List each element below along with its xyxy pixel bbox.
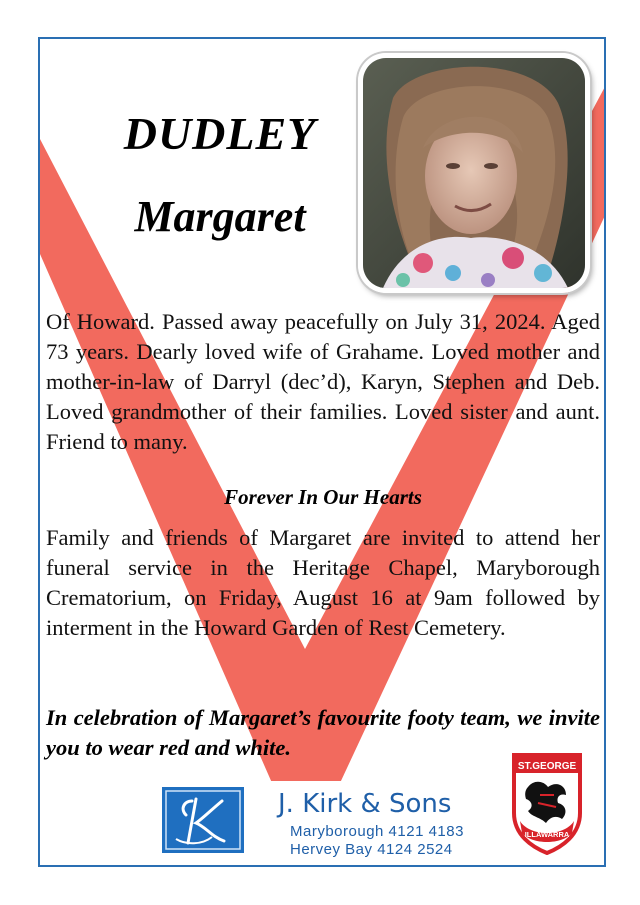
first-name-heading: Margaret: [134, 192, 306, 241]
sponsor-phone-hervey-bay: Hervey Bay 4124 2524: [290, 841, 453, 858]
surname-heading: DUDLEY: [123, 108, 317, 159]
funeral-director-advert: [156, 781, 492, 859]
celebration-text: In celebration of Margaret’s favourite footy team, we invite you to wear red and white.: [46, 705, 600, 760]
k-monogram-icon: [162, 787, 244, 853]
sponsor-name: J. Kirk & Sons: [278, 789, 452, 819]
funeral-service-text: Family and friends of Margaret are invited to attend her funeral service in the Heritage Chapel, Maryborough Crematorium, on Friday, August 16 at 9am followed by interment in the Howard Garden of Rest Cemetery.: [46, 525, 600, 640]
dragon-shield-icon: [510, 751, 584, 855]
notice-frame: [38, 37, 606, 867]
motto-text: Forever In Our Hearts: [224, 485, 422, 509]
club-top-text: ST.GEORGE: [517, 761, 577, 772]
obituary-text: Of Howard. Passed away peacefully on July 31, 2024. Aged 73 years. Dearly loved wife of Grahame. Loved mother and mother-in-law of Darryl (dec’d), Karyn, Stephen and Deb. Loved grandmother of their families. Loved sister and aunt. Friend to many.: [46, 309, 600, 454]
portrait-photo: [358, 53, 590, 293]
club-bottom-text: ILLAWARRA: [524, 830, 570, 839]
sponsor-phone-maryborough: Maryborough 4121 4183: [290, 823, 464, 840]
